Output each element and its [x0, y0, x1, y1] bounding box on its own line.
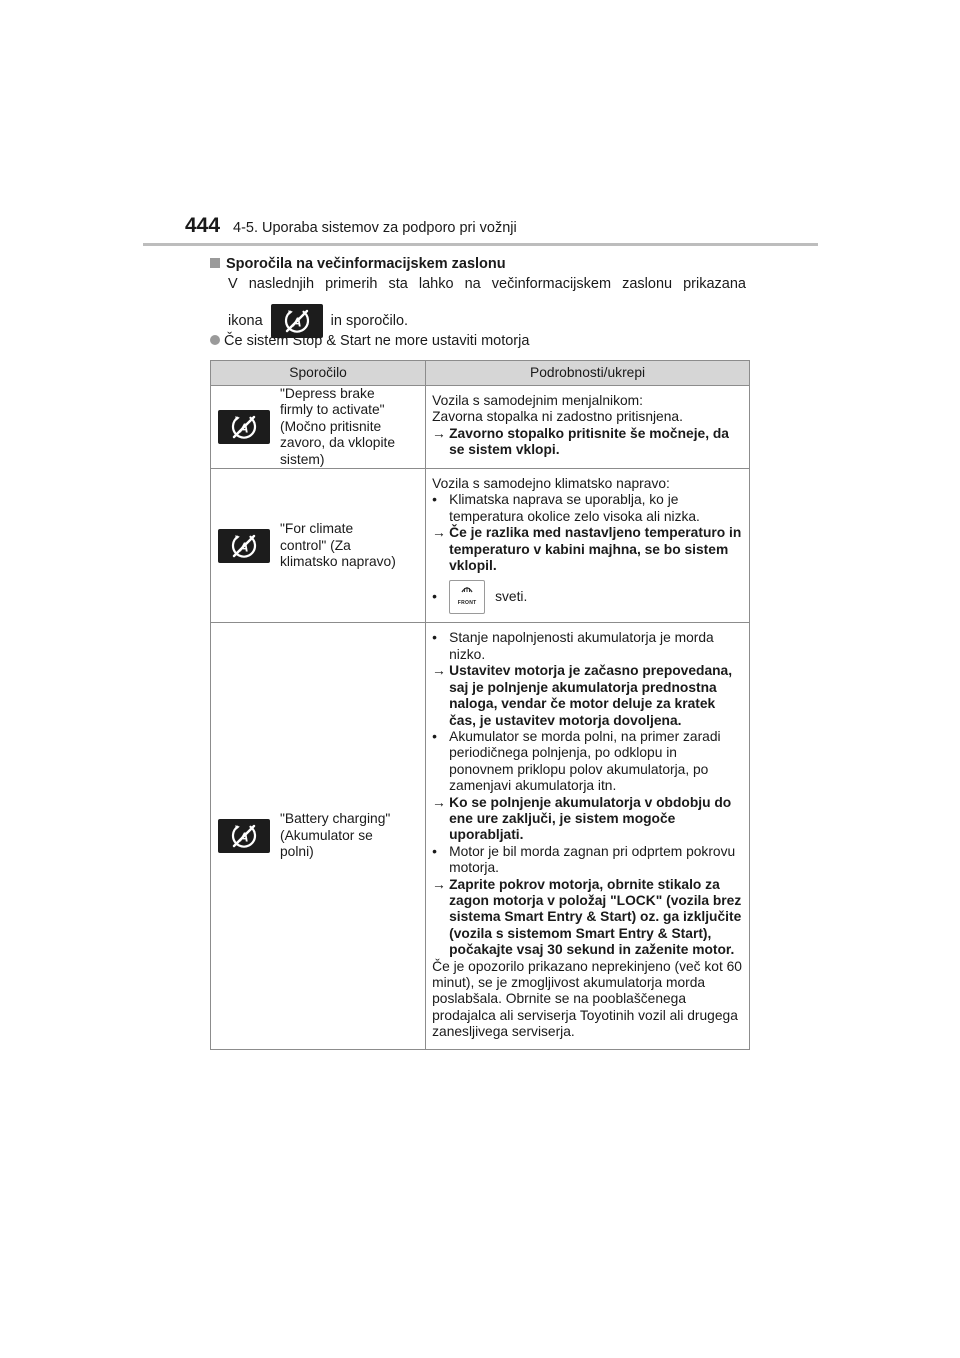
intro-before-icon: ikona [228, 313, 263, 329]
message-text: "Depress brake firmly to activate" (Močno pritisnite zavoro, da vklopite sistem) [280, 386, 396, 467]
table-row [211, 386, 750, 469]
detail-bullet: • Stanje napolnjenosti akumulatorja je morda nizko. [432, 630, 743, 663]
message-cell [211, 623, 426, 1049]
messages-table [210, 360, 750, 1050]
message-cell [211, 469, 426, 623]
message-text: "Battery charging" (Akumulator se polni) [280, 811, 391, 860]
details-cell [426, 623, 750, 1049]
action-text: → Zaprite pokrov motorja, obrnite stikalo za zagon motorja v položaj "LOCK" (vozila brez sistema Smart Entry & Start) oz. ga izključite (vozila s sistemom Smart Entry & Start), počakajte vsaj 30 sekund in zaženite motor. [432, 877, 743, 959]
table-header-row [211, 361, 750, 386]
table-row [211, 623, 750, 1049]
front-defroster-line [432, 580, 743, 614]
detail-text: Zavorna stopalka ni zadostno pritisnjena. [432, 409, 683, 425]
message-cell [211, 386, 426, 469]
message-text: "For climate control" (Za klimatsko napravo) [280, 521, 396, 569]
circle-bullet-icon [210, 335, 220, 345]
action-text: → Zavorno stopalko pritisnite še močneje, da se sistem vklopi. [432, 426, 743, 459]
stop-start-off-icon [218, 819, 270, 853]
square-bullet-icon [210, 258, 220, 268]
stop-start-off-icon [218, 410, 270, 444]
action-text: → Če je razlika med nastavljeno temperaturo in temperaturo v kabini majhna, se bo sistem vklopil. [432, 525, 743, 574]
detail-bullet: • Akumulator se morda polni, na primer zaradi periodičnega polnjenja, po odklopu in ponovnem priklopu polov akumulatorja, po zamenjavi akumulatorja itn. [432, 729, 743, 795]
details-cell [426, 469, 750, 623]
front-defroster-icon [449, 580, 485, 614]
section-heading [210, 256, 506, 272]
col-header-details: Podrobnosti/ukrepi [426, 361, 750, 386]
section-title: 4-5. Uporaba sistemov za podporo pri vožnji [233, 220, 517, 236]
front-label: FRONT [457, 600, 477, 607]
detail-text: Če je opozorilo prikazano neprekinjeno (več kot 60 minut), se je zmogljivost akumulatorja morda poslabšala. Obrnite se na pooblaščenega prodajalca ali serviserja Toyotinih vozil ali drugega zanesljivega serviserja. [432, 958, 742, 1040]
bullet-dot: • [432, 589, 437, 605]
detail-text: Vozila s samodejnim menjalnikom: [432, 393, 643, 408]
table-row [211, 469, 750, 623]
intro-after-icon: in sporočilo. [330, 313, 409, 329]
action-text: → Ustavitev motorja je začasno prepovedana, saj je polnjenje akumulatorja prednostna naloga, vendar če motor deluje za kratek čas, je ustavitev motorja dovoljena. [432, 663, 743, 729]
heading-text: Sporočila na večinformacijskem zaslonu [226, 256, 506, 272]
condition-bullet [210, 333, 529, 349]
stop-start-off-icon [218, 529, 270, 563]
condition-text: Če sistem Stop & Start ne more ustaviti motorja [224, 333, 530, 349]
details-cell [426, 386, 750, 469]
page-number: 444 [185, 214, 221, 237]
header-divider [143, 243, 818, 246]
col-header-message: Sporočilo [211, 361, 426, 386]
detail-bullet: • Klimatska naprava se uporablja, ko je temperatura okolice zelo visoka ali nizka. [432, 492, 743, 525]
detail-bullet: • Motor je bil morda zagnan pri odprtem pokrovu motorja. [432, 844, 743, 877]
intro-paragraph: V naslednjih primerih sta lahko na večinformacijskem zaslonu prikazana [228, 276, 746, 292]
action-text: → Ko se polnjenje akumulatorja v obdobju do ene ure zaključi, je sistem mogoče uporabljati. [432, 795, 743, 844]
detail-text: sveti. [495, 589, 528, 605]
detail-text: Vozila s samodejno klimatsko napravo: [432, 476, 670, 492]
